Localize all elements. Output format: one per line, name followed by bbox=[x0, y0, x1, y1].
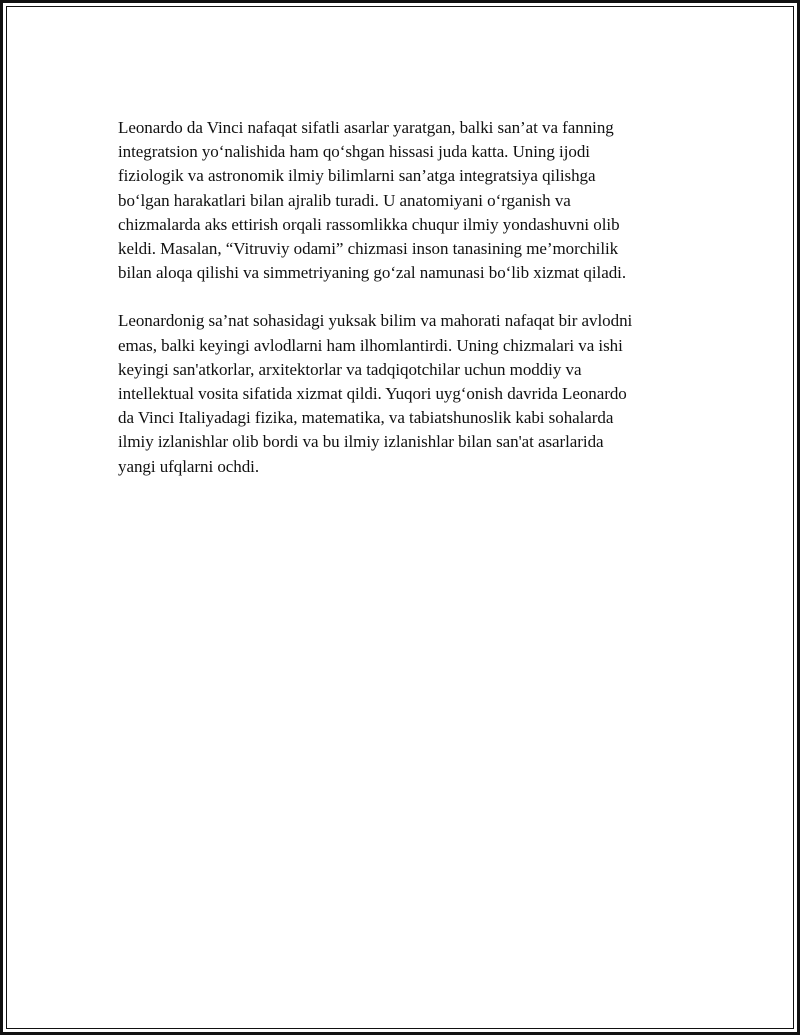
paragraph-1: Leonardo da Vinci nafaqat sifatli asarlar yaratgan, balki san’at va fanning integratsion yo‘nalishida ham qo‘shgan hissasi juda katta. Uning ijodi fiziologik va astronomik ilmiy bilimlarni san’atga integratsiya qilishga bo‘lgan harakatlari bilan ajralib turadi. U anatomiyani o‘rganish va chizmalarda aks ettirish orqali rassomlikka chuqur ilmiy yondashuvni olib keldi. Masalan, “Vitruviy odami” chizmasi inson tanasining me’morchilik bilan aloqa qilishi va simmetriyaning go‘zal namunasi bo‘lib xizmat qiladi. bbox=[118, 118, 627, 283]
paragraph-2: Leonardonig sa’nat sohasidagi yuksak bilim va mahorati nafaqat bir avlodni emas, balki keyingi avlodlarni ham ilhomlantirdi. Uning chizmalari va ishi keyingi san'atkorlar, arxitektorlar va tadqiqotchilar uchun moddiy va intellektual vosita sifatida xizmat qildi. Yuqori uyg‘onish davrida Leonardo da Vinci Italiyadagi fizika, matematika, va tabiatshunoslik kabi sohalarda ilmiy izlanishlar olib bordi va bu ilmiy izlanishlar bilan san'at asarlarida yangi ufqlarni ochdi. bbox=[118, 311, 633, 476]
document-body bbox=[118, 116, 678, 503]
